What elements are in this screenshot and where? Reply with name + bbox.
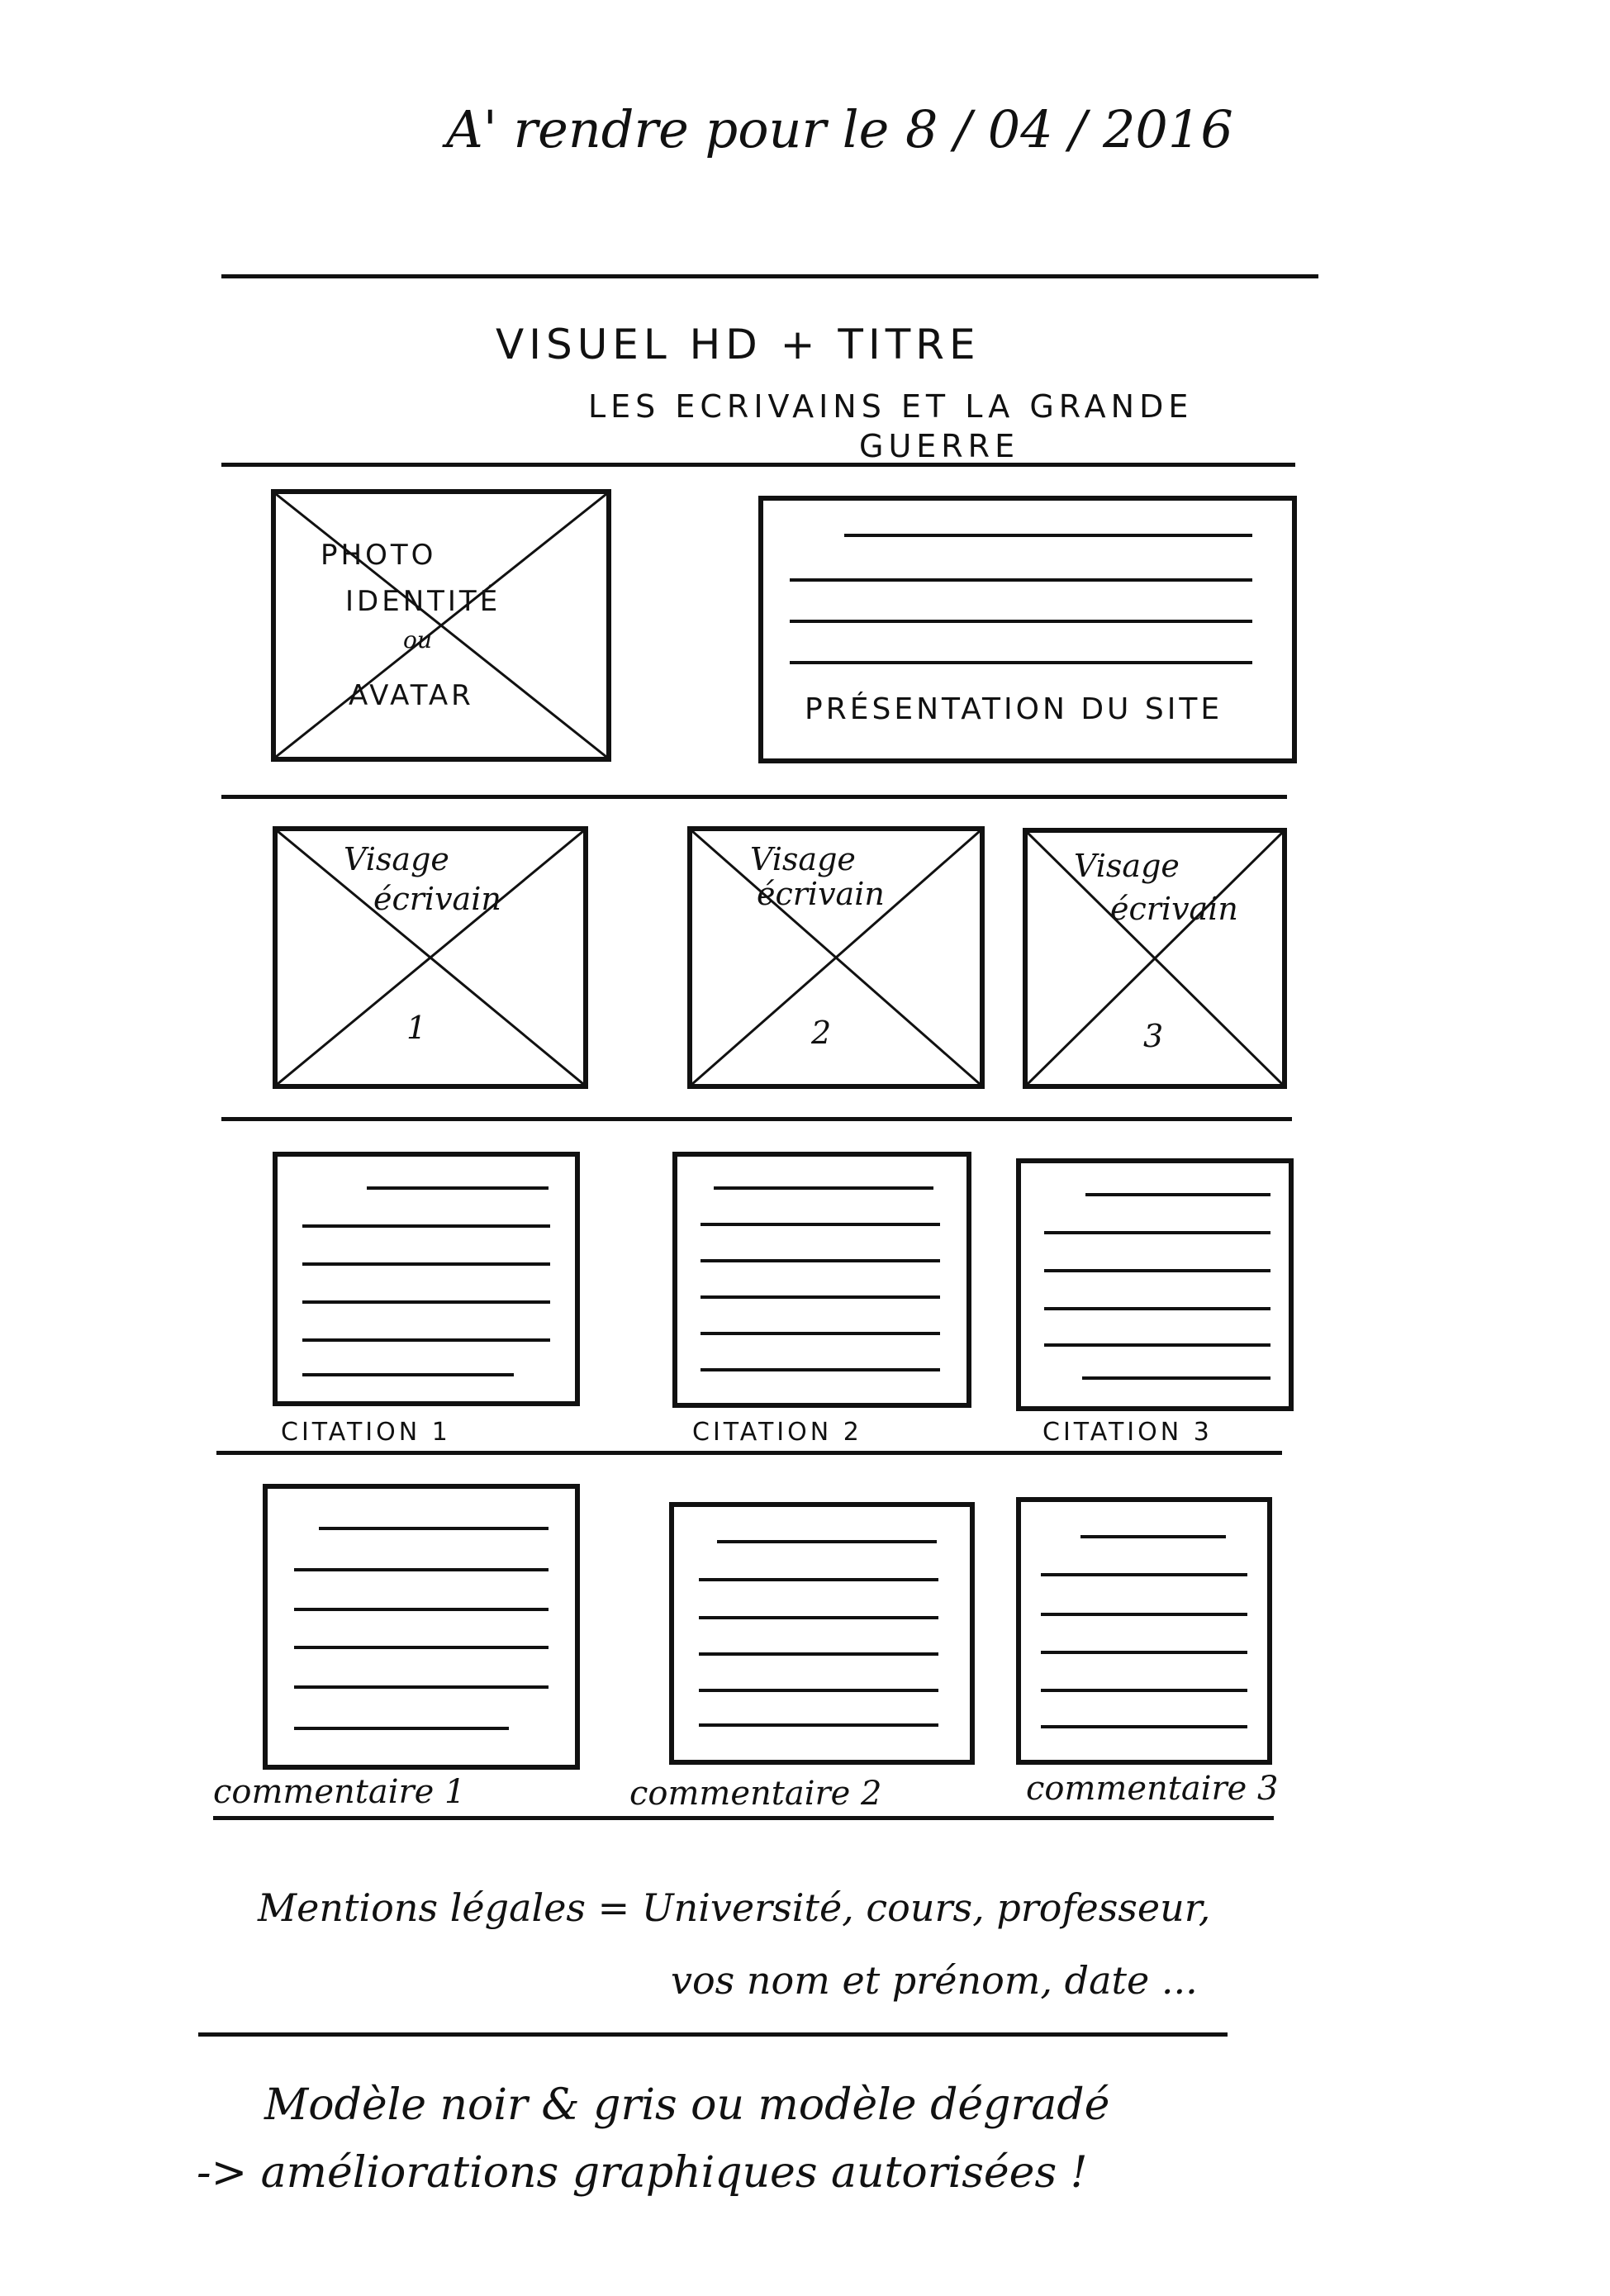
writer-portrait-1 [273, 826, 588, 1089]
comment-block-2 [669, 1502, 975, 1765]
text-line [1082, 1376, 1270, 1380]
quote-block-1 [273, 1152, 580, 1406]
text-line [1041, 1651, 1247, 1654]
text-line [701, 1259, 940, 1262]
avatar-label: AVATAR [349, 679, 474, 712]
text-line [1085, 1193, 1270, 1196]
divider [221, 463, 1295, 467]
text-line [367, 1186, 549, 1190]
avatar-label: PHOTO [321, 539, 437, 572]
text-line [294, 1685, 549, 1689]
image-placeholder-icon [276, 494, 606, 757]
text-line [302, 1224, 550, 1228]
text-line [302, 1338, 550, 1342]
text-line [294, 1568, 549, 1571]
writer-label: écrivain [757, 876, 885, 912]
comment-caption-2: commentaire 2 [629, 1775, 882, 1813]
writer-label: Visage [344, 841, 449, 877]
writer-label: Visage [1074, 848, 1180, 884]
text-line [1044, 1269, 1270, 1272]
text-line [844, 534, 1252, 537]
text-line [302, 1373, 514, 1376]
text-line [714, 1186, 933, 1190]
text-line [302, 1262, 550, 1266]
writer-label: écrivain [1110, 891, 1238, 927]
quote-caption-2: CITATION 2 [692, 1418, 862, 1447]
text-line [790, 661, 1252, 664]
text-line [302, 1300, 550, 1304]
writer-portrait-3 [1023, 828, 1287, 1089]
divider [213, 1816, 1274, 1820]
banner-heading: VISUEL HD + TITRE [496, 321, 981, 368]
comment-caption-1: commentaire 1 [213, 1773, 466, 1811]
text-line [790, 620, 1252, 623]
text-line [699, 1578, 938, 1581]
text-line [699, 1689, 938, 1692]
legal-mentions-line-2: vos nom et prénom, date ... [671, 1958, 1198, 2003]
text-line [294, 1608, 549, 1611]
style-note-line-1: Modèle noir & gris ou modèle dégradé [264, 2080, 1110, 2130]
text-line [294, 1646, 549, 1649]
divider [221, 1117, 1292, 1121]
text-line [701, 1368, 940, 1371]
avatar-label: ou [403, 626, 432, 654]
site-title-line-2: GUERRE [859, 428, 1020, 464]
quote-caption-3: CITATION 3 [1042, 1418, 1213, 1447]
text-line [717, 1540, 937, 1543]
divider [198, 2032, 1228, 2037]
divider [221, 274, 1318, 278]
writer-number: 1 [406, 1010, 427, 1046]
divider [221, 795, 1287, 799]
writer-number: 3 [1143, 1018, 1164, 1054]
writer-number: 2 [811, 1015, 832, 1051]
writer-label: Visage [750, 841, 856, 877]
writer-label: écrivain [373, 881, 501, 917]
text-line [701, 1332, 940, 1335]
text-line [701, 1295, 940, 1299]
avatar-placeholder [271, 489, 611, 762]
text-line [701, 1223, 940, 1226]
text-line [790, 578, 1252, 582]
text-line [294, 1727, 509, 1730]
presentation-label: PRÉSENTATION DU SITE [805, 692, 1223, 726]
text-line [1041, 1573, 1247, 1576]
quote-block-3 [1016, 1158, 1294, 1411]
comment-caption-3: commentaire 3 [1026, 1770, 1279, 1808]
quote-block-2 [672, 1152, 971, 1408]
comment-block-1 [263, 1484, 580, 1770]
site-presentation-block [758, 496, 1297, 763]
comment-block-3 [1016, 1497, 1272, 1765]
site-title-line-1: LES ECRIVAINS ET LA GRANDE [588, 388, 1194, 425]
text-line [699, 1616, 938, 1619]
text-line [1044, 1307, 1270, 1310]
text-line [1041, 1613, 1247, 1616]
text-line [699, 1652, 938, 1656]
avatar-label: IDENTITÉ [345, 585, 501, 618]
text-line [1044, 1231, 1270, 1234]
deadline-note: A' rendre pour le 8 / 04 / 2016 [446, 99, 1233, 159]
text-line [1041, 1689, 1247, 1692]
text-line [699, 1723, 938, 1727]
quote-caption-1: CITATION 1 [281, 1418, 451, 1447]
text-line [319, 1527, 549, 1530]
style-note-line-2: -> améliorations graphiques autorisées ! [197, 2148, 1088, 2198]
legal-mentions-line-1: Mentions légales = Université, cours, professeur, [258, 1885, 1211, 1930]
writer-portrait-2 [687, 826, 985, 1089]
text-line [1041, 1725, 1247, 1728]
text-line [1080, 1535, 1226, 1538]
divider [216, 1451, 1282, 1455]
text-line [1044, 1343, 1270, 1347]
